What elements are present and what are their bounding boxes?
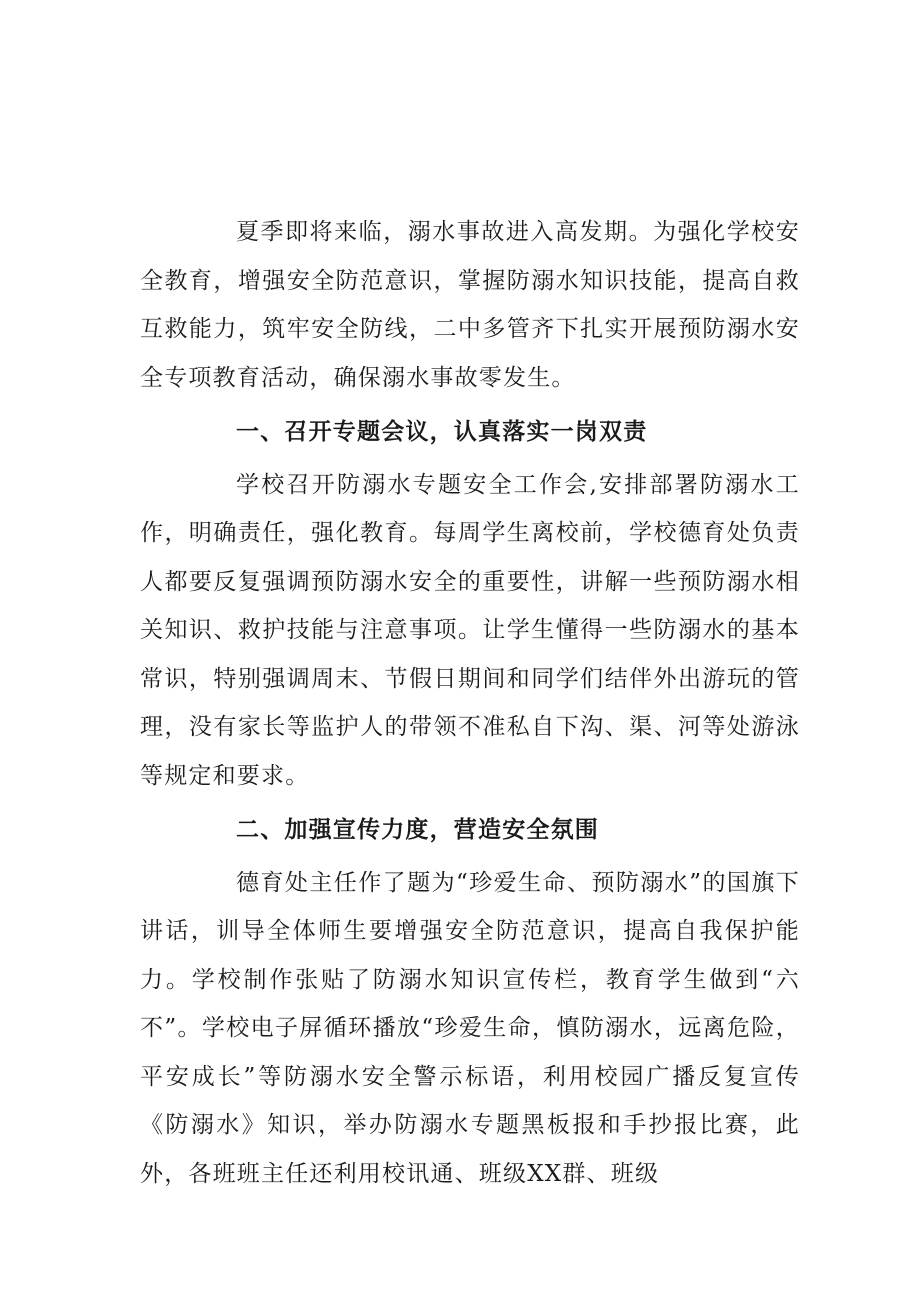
document-body	[140, 208, 800, 1198]
section-1-paragraph: 学校召开防溺水专题安全工作会,安排部署防溺水工作，明确责任，强化教育。每周学生离校前，学校德育处负责人都要反复强调预防溺水安全的重要性，讲解一些预防溺水相关知识、救护技能与注意事项。让学生懂得一些防溺水的基本常识，特别强调周末、节假日期间和同学们结伴外出游玩的管理，没有家长等监护人的带领不准私自下沟、渠、河等处游泳等规定和要求。	[140, 471, 800, 789]
section-2-heading: 二、加强宣传力度，营造安全氛围	[236, 816, 599, 843]
section-2-paragraph: 德育处主任作了题为“珍爱生命、预防溺水”的国旗下讲话，训导全体师生要增强安全防范意识，提高自我保护能力。学校制作张贴了防溺水知识宣传栏，教育学生做到“六不”。学校电子屏循环播放“珍爱生命，慎防溺水，远离危险，平安成长”等防溺水安全警示标语，利用校园广播反复宣传《防溺水》知识，举办防溺水专题黑板报和手抄报比赛，此外，各班班主任还利用校讯通、班级XX群、班级	[140, 869, 800, 1187]
section-1-heading: 一、召开专题会议，认真落实一岗双责	[236, 418, 648, 445]
intro-paragraph: 夏季即将来临，溺水事故进入高发期。为强化学校安全教育，增强安全防范意识，掌握防溺水知识技能，提高自救互救能力，筑牢安全防线，二中多管齐下扎实开展预防溺水安全专项教育活动，确保溺水事故零发生。	[140, 219, 800, 391]
